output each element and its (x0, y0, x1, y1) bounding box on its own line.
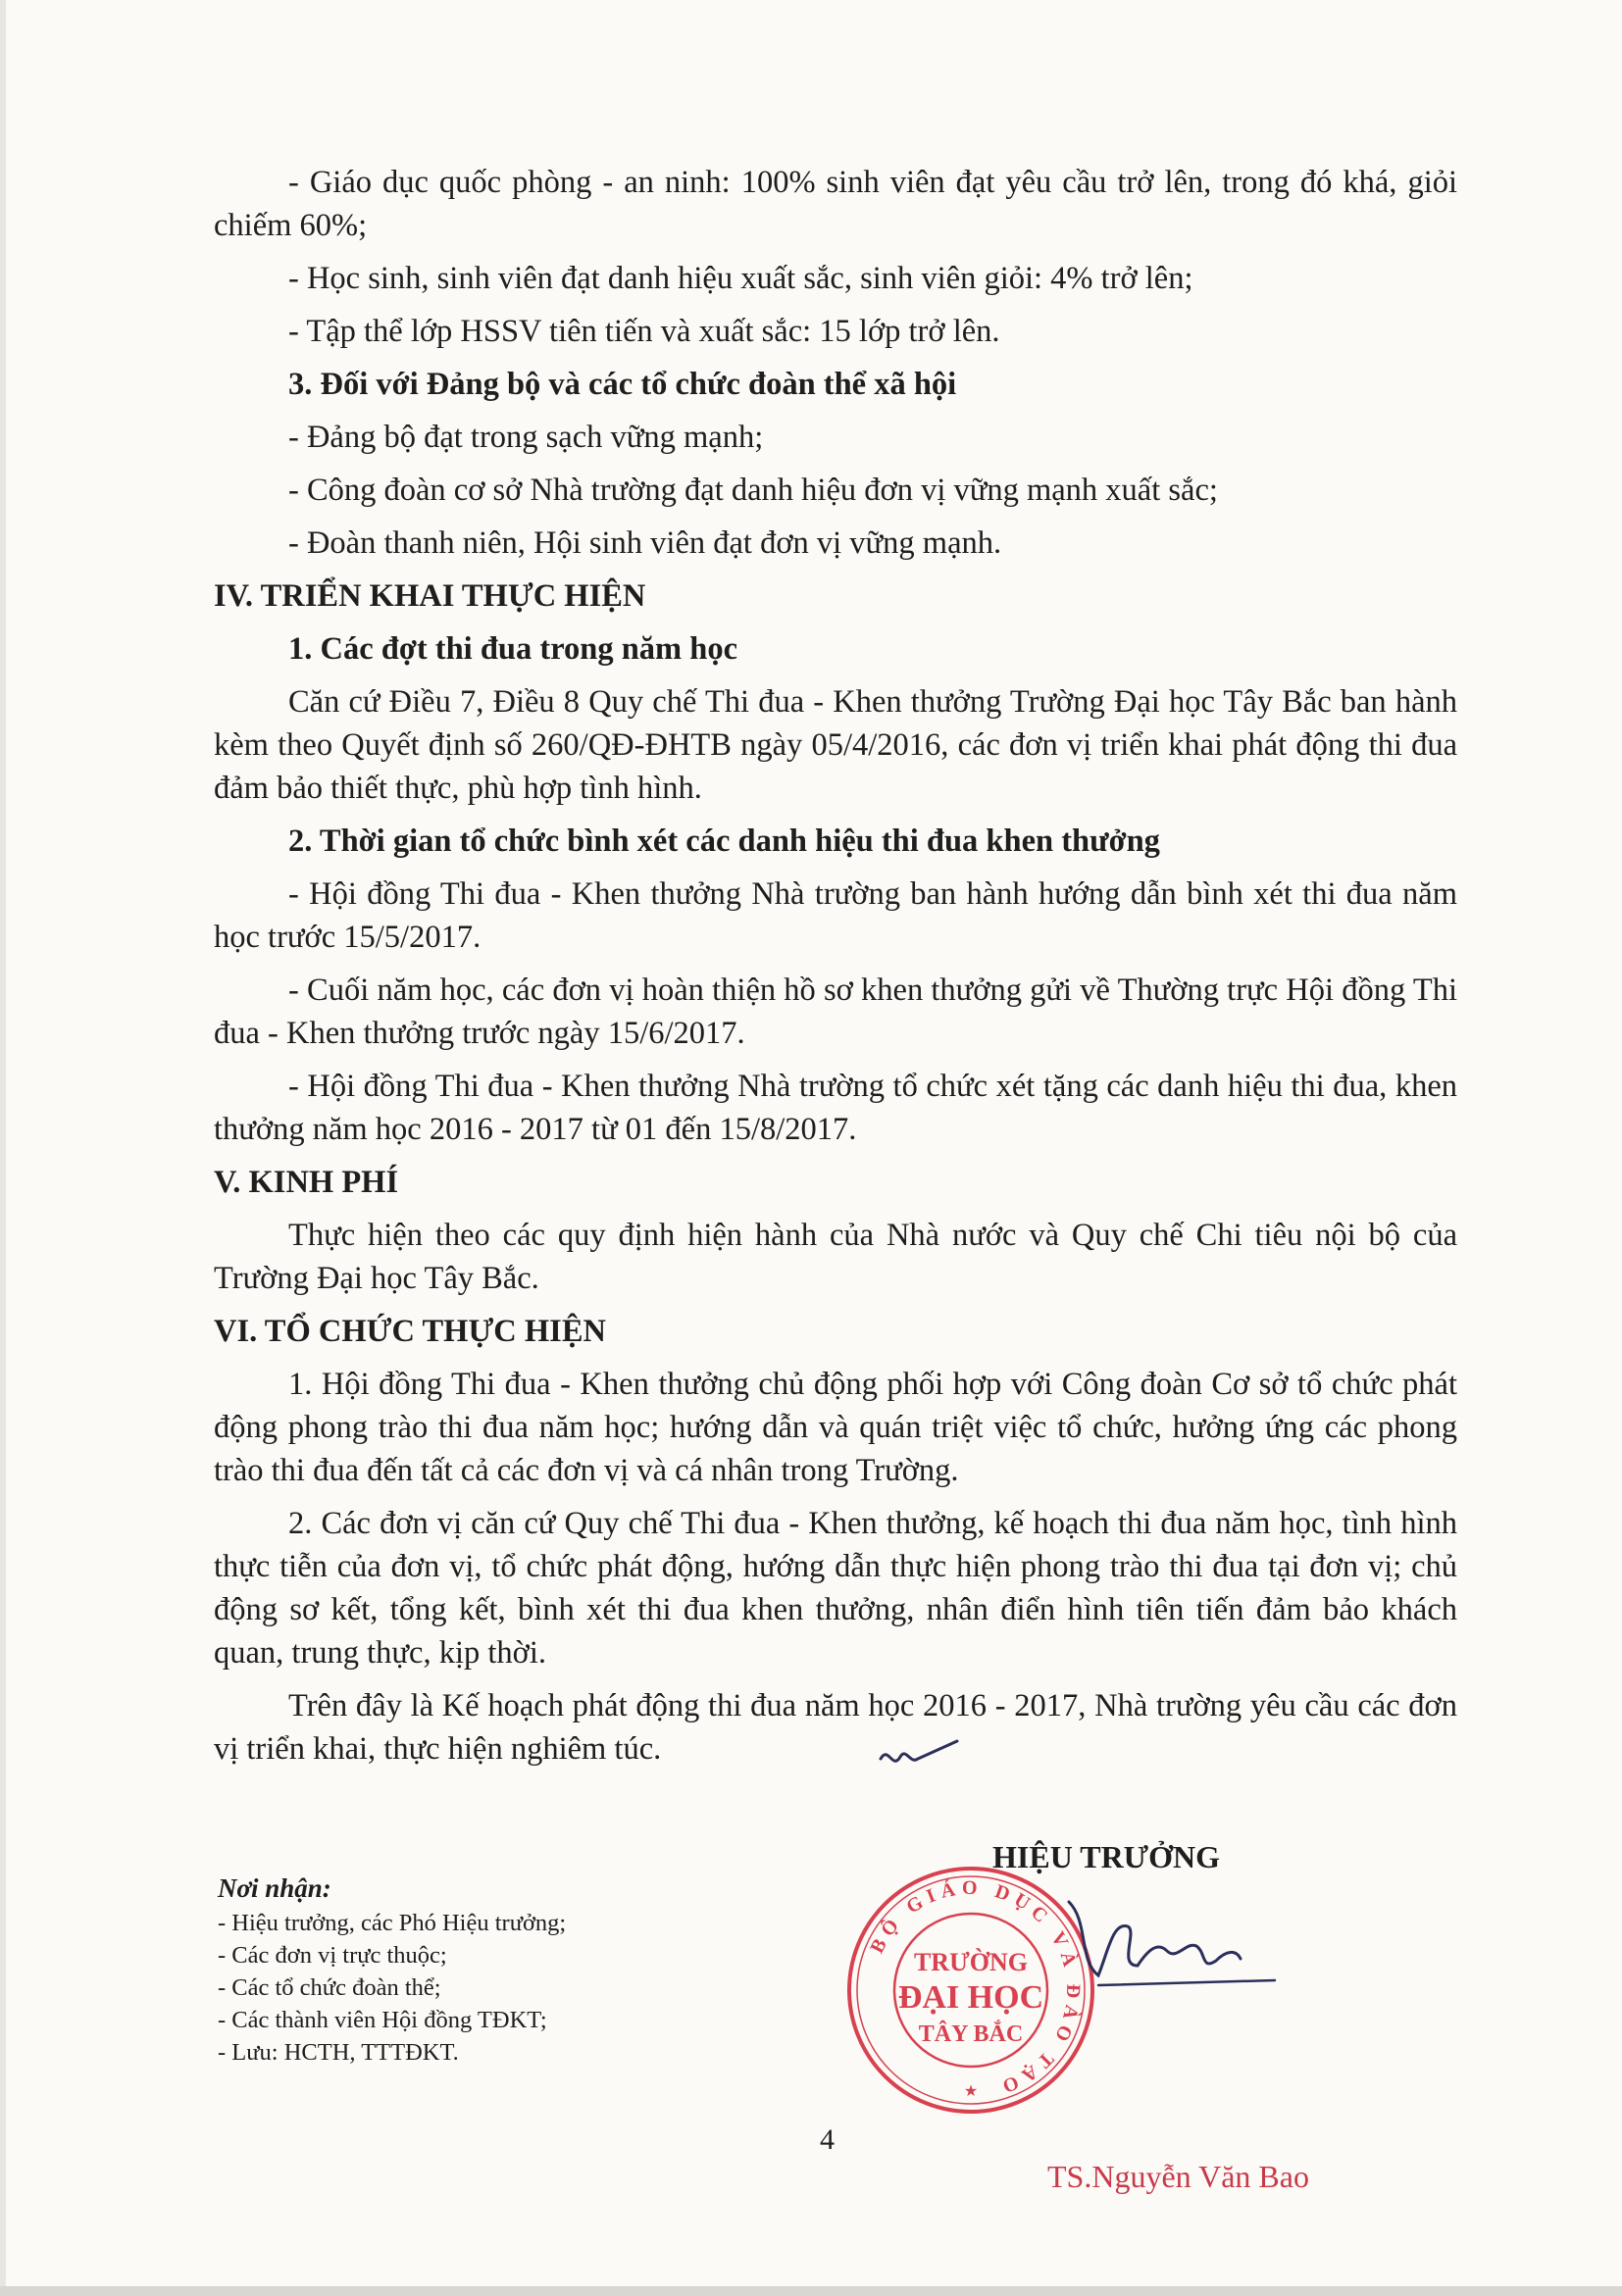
recipient-item: - Các thành viên Hội đồng TĐKT; (218, 2007, 547, 2033)
paragraph: - Đảng bộ đạt trong sạch vững mạnh; (288, 420, 764, 455)
paragraph: Thực hiện theo các quy định hiện hành của Nhà nước và Quy chế Chi tiêu nội bộ của Trường Đại học Tây Bắc. (214, 1218, 1457, 1296)
subsection-heading: 1. Các đợt thi đua trong năm học (288, 631, 737, 667)
paragraph: - Hội đồng Thi đua - Khen thưởng Nhà trường ban hành hướng dẫn bình xét thi đua năm học trước 15/5/2017. (214, 876, 1457, 955)
stamp-line: ĐẠI HỌC (897, 1979, 1044, 2016)
section-heading: VI. TỔ CHỨC THỰC HIỆN (214, 1314, 606, 1349)
handwritten-signature (1039, 1882, 1294, 2000)
paragraph: - Giáo dục quốc phòng - an ninh: 100% sinh viên đạt yêu cầu trở lên, trong đó khá, giỏi chiếm 60%; (214, 165, 1457, 243)
subsection-heading: 2. Thời gian tổ chức bình xét các danh hiệu thi đua khen thưởng (288, 824, 1160, 859)
signer-title: HIỆU TRƯỞNG (992, 1839, 1221, 1874)
recipient-item: - Hiệu trưởng, các Phó Hiệu trưởng; (218, 1910, 567, 1936)
closing-paragraph: Trên đây là Kế hoạch phát động thi đua năm học 2016 - 2017, Nhà trường yêu cầu các đơn vị triển khai, thực hiện nghiêm túc. (214, 1688, 1457, 1767)
recipients-block (218, 1872, 566, 2069)
paragraph: - Đoàn thanh niên, Hội sinh viên đạt đơn vị vững mạnh. (288, 525, 1002, 561)
paragraph: - Hội đồng Thi đua - Khen thưởng Nhà trường tổ chức xét tặng các danh hiệu thi đua, khen thưởng năm học 2016 - 2017 từ 01 đến 15/8/2017. (214, 1069, 1457, 1147)
recipient-item: - Lưu: HCTH, TTTĐKT. (218, 2039, 459, 2066)
paragraph: - Công đoàn cơ sở Nhà trường đạt danh hiệu đơn vị vững mạnh xuất sắc; (288, 473, 1218, 508)
paragraph: - Học sinh, sinh viên đạt danh hiệu xuất sắc, sinh viên giỏi: 4% trở lên; (288, 261, 1193, 296)
scan-edge-left (0, 0, 6, 2296)
document-body (214, 161, 1457, 1780)
paragraph: 2. Các đơn vị căn cứ Quy chế Thi đua - Khen thưởng, kế hoạch thi đua năm học, tình hình thực tiễn của đơn vị, tổ chức phát động, hướng dẫn thực hiện phong trào thi đua tại đơn vị; chủ động sơ kết, tổng kết, bình xét thi đua khen thưởng, nhân điển hình tiên tiến đảm bảo khách quan, trung thực, kịp thời. (214, 1506, 1457, 1671)
subsection-heading: 3. Đối với Đảng bộ và các tổ chức đoàn thể xã hội (288, 367, 957, 402)
initials-mark (875, 1735, 963, 1774)
stamp-line: TÂY BẮC (918, 2021, 1024, 2047)
paragraph: 1. Hội đồng Thi đua - Khen thưởng chủ động phối hợp với Công đoàn Cơ sở tổ chức phát động phong trào thi đua năm học; hướng dẫn và quán triệt việc tổ chức, hưởng ứng các phong trào thi đua đến tất cả các đơn vị và cá nhân trong Trường. (214, 1367, 1457, 1488)
signer-name: TS.Nguyễn Văn Bao (1047, 2159, 1309, 2194)
scan-edge-bottom (0, 2286, 1622, 2296)
recipients-title: Nơi nhận: (218, 1873, 331, 1903)
section-heading: V. KINH PHÍ (214, 1165, 399, 1200)
section-heading: IV. TRIỂN KHAI THỰC HIỆN (214, 578, 646, 614)
recipient-item: - Các đơn vị trực thuộc; (218, 1942, 447, 1969)
stamp-ring-text: BỘ GIÁO DỤC VÀ ĐÀO TẠO (866, 1876, 1085, 2100)
stamp-line: TRƯỜNG (913, 1948, 1029, 1976)
recipient-item: - Các tổ chức đoàn thể; (218, 1974, 441, 2001)
paragraph: Căn cứ Điều 7, Điều 8 Quy chế Thi đua - Khen thưởng Trường Đại học Tây Bắc ban hành kèm theo Quyết định số 260/QĐ-ĐHTB ngày 05/4/2016, các đơn vị triển khai phát động thi đua đảm bảo thiết thực, phù hợp tình hình. (214, 684, 1457, 806)
paragraph: - Cuối năm học, các đơn vị hoàn thiện hồ sơ khen thưởng gửi về Thường trực Hội đồng Thi đua - Khen thưởng trước ngày 15/6/2017. (214, 973, 1457, 1051)
page-number: 4 (820, 2123, 835, 2156)
paragraph: - Tập thể lớp HSSV tiên tiến và xuất sắc: 15 lớp trở lên. (288, 314, 1000, 349)
svg-text:★: ★ (963, 2083, 979, 2100)
